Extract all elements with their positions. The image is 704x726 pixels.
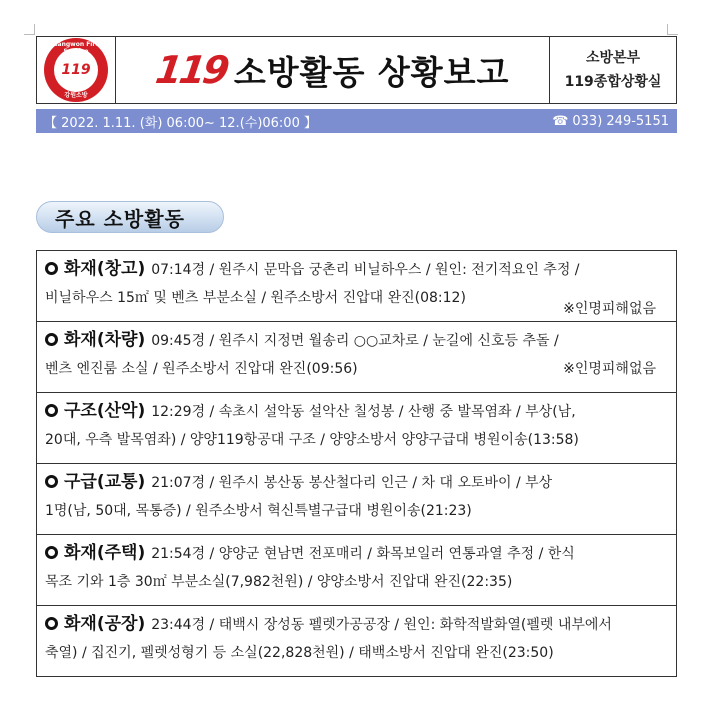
fire-service-logo bbox=[44, 38, 108, 102]
activity-table bbox=[36, 250, 677, 677]
page-corner-mark bbox=[667, 24, 678, 35]
activity-detail-line2: 벤츠 엔진룸 소실 / 원주소방서 진압대 완진(09:56) bbox=[45, 361, 358, 377]
activity-detail-line1: 12:29경 / 속초시 설악동 설악산 칠성봉 / 산행 중 발목염좌 / 부상(남, bbox=[151, 404, 576, 420]
casualty-note: ※인명피해없음 bbox=[563, 361, 656, 377]
activity-detail-line2: 1명(남, 50대, 목통증) / 원주소방서 혁신특별구급대 병원이송(21:23) bbox=[45, 503, 472, 519]
phone-number: 033) 249-5151 bbox=[572, 113, 669, 129]
activity-detail-line2: 20대, 우측 발목염좌) / 양양119항공대 구조 / 양양소방서 양양구급대 병원이송(13:58) bbox=[45, 432, 579, 448]
section-title: 주요 소방활동 bbox=[36, 201, 224, 233]
activity-item bbox=[37, 251, 676, 322]
title-cell bbox=[116, 37, 550, 103]
report-period: 【 2022. 1.11. (화) 06:00∼ 12.(수)06:00 】 bbox=[44, 115, 317, 131]
activity-detail-line1: 09:45경 / 원주시 지정면 월송리 ○○교차로 / 눈길에 신호등 추돌 / bbox=[151, 333, 559, 349]
activity-detail-line1: 21:54경 / 양양군 현남면 전포매리 / 화목보일러 연통과열 추정 / 한식 bbox=[151, 546, 575, 562]
activity-item bbox=[37, 464, 676, 535]
org-department: 119종합상황실 bbox=[564, 74, 662, 90]
activity-detail-line1: 07:14경 / 원주시 문막읍 궁촌리 비닐하우스 / 원인: 전기적요인 추정 / bbox=[151, 262, 580, 278]
activity-detail-line1: 23:44경 / 태백시 장성동 펠렛가공공장 / 원인: 화학적발화열(펠렛 내부에서 bbox=[151, 617, 612, 633]
page-title: 소방활동 상황보고 bbox=[233, 52, 510, 92]
activity-category: 화재(창고) bbox=[64, 259, 146, 279]
activity-detail-line2: 목조 기와 1층 30㎡ 부분소실(7,982천원) / 양양소방서 진압대 완진(22:35) bbox=[45, 574, 513, 590]
activity-detail-line1: 21:07경 / 원주시 봉산동 봉산철다리 인근 / 차 대 오토바이 / 부상 bbox=[151, 475, 553, 491]
bullet-icon bbox=[45, 475, 58, 488]
logo-center-text: 119 bbox=[54, 48, 98, 92]
activity-item bbox=[37, 606, 676, 676]
phone-icon: ☎ bbox=[552, 113, 569, 129]
logo-ring-text: Gangwon Fire Service bbox=[52, 41, 100, 55]
activity-category: 구조(산악) bbox=[64, 401, 146, 421]
activity-category: 화재(차량) bbox=[64, 330, 146, 350]
bullet-icon bbox=[45, 333, 58, 346]
casualty-note: ※인명피해없음 bbox=[563, 301, 656, 317]
org-name: 소방본부 bbox=[585, 50, 641, 66]
activity-detail-line2: 축열) / 집진기, 펠렛성형기 등 소실(22,828천원) / 태백소방서 진압대 완진(23:50) bbox=[45, 645, 554, 661]
bullet-icon bbox=[45, 262, 58, 275]
logo-bottom-text: 강원소방 bbox=[64, 92, 88, 99]
activity-category: 구급(교통) bbox=[64, 472, 146, 492]
report-header bbox=[36, 36, 677, 104]
activity-item bbox=[37, 535, 676, 606]
activity-category: 화재(주택) bbox=[64, 543, 146, 563]
bullet-icon bbox=[45, 617, 58, 630]
phone-contact bbox=[552, 114, 669, 129]
activity-item bbox=[37, 322, 676, 393]
bullet-icon bbox=[45, 546, 58, 559]
activity-detail-line2: 비닐하우스 15㎡ 및 벤츠 부분소실 / 원주소방서 진압대 완진(08:12) bbox=[45, 290, 466, 306]
bullet-icon bbox=[45, 404, 58, 417]
logo-cell bbox=[37, 37, 116, 103]
activity-item bbox=[37, 393, 676, 464]
title-119-mark: 119 bbox=[152, 48, 229, 92]
page-corner-mark bbox=[24, 24, 35, 35]
activity-category: 화재(공장) bbox=[64, 614, 146, 634]
date-bar bbox=[36, 109, 677, 133]
org-cell bbox=[550, 37, 676, 103]
